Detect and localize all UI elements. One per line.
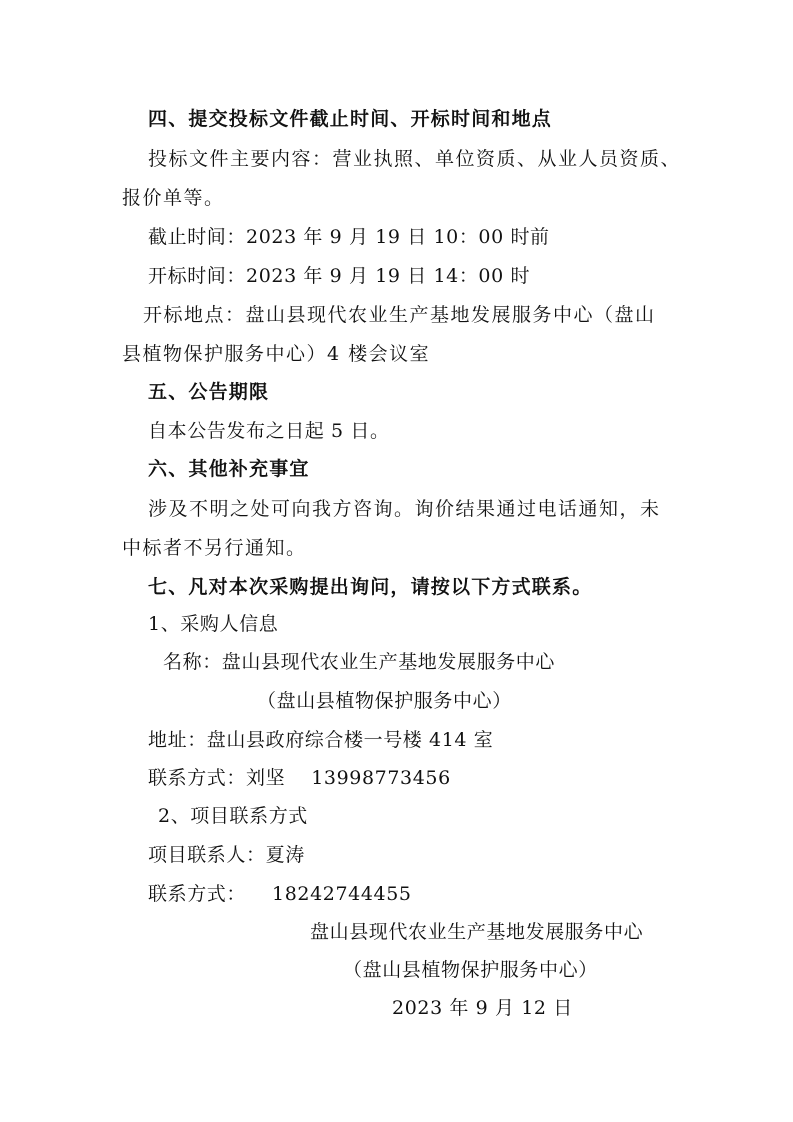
- section4-content-line1: 投标文件主要内容：营业执照、单位资质、从业人员资质、: [148, 148, 682, 170]
- location-line1: 开标地点：盘山县现代农业生产基地发展服务中心（盘山: [143, 304, 656, 326]
- location-line2: 县植物保护服务中心）4 楼会议室: [122, 343, 431, 365]
- project-contact-heading: 2、项目联系方式: [158, 805, 308, 827]
- signature-date: 2023 年 9 月 12 日: [392, 997, 573, 1019]
- purchaser-contact: [148, 766, 451, 790]
- project-contact-person: 项目联系人：夏涛: [148, 844, 305, 866]
- purchaser-heading: 1、采购人信息: [148, 613, 279, 635]
- deadline-text: 截止时间：2023 年 9 月 19 日 10：00 时前: [148, 226, 550, 248]
- signature-org-line1: 盘山县现代农业生产基地发展服务中心: [310, 921, 644, 943]
- purchaser-name-line1: 名称：盘山县现代农业生产基地发展服务中心: [163, 651, 556, 673]
- section7-heading: 七、凡对本次采购提出询问，请按以下方式联系。: [148, 576, 593, 598]
- section4-content-line2: 报价单等。: [122, 187, 225, 209]
- section6-content-line1: 涉及不明之处可向我方咨询。询价结果通过电话通知，未: [148, 498, 661, 520]
- signature-org-line2: （盘山县植物保护服务中心）: [343, 959, 598, 981]
- section6-heading: 六、其他补充事宜: [148, 458, 310, 480]
- project-contact-phone: 18242744455: [272, 883, 412, 905]
- purchaser-contact-phone: 13998773456: [311, 767, 451, 789]
- purchaser-contact-label: 联系方式：刘坚: [148, 767, 286, 789]
- purchaser-name-line2: （盘山县植物保护服务中心）: [257, 690, 512, 712]
- project-contact-label: 联系方式：: [148, 883, 247, 905]
- project-contact: [148, 882, 412, 906]
- section6-content-line2: 中标者不另行通知。: [122, 537, 307, 559]
- section4-heading: 四、提交投标文件截止时间、开标时间和地点: [148, 108, 553, 130]
- opening-time-text: 开标时间：2023 年 9 月 19 日 14：00 时: [148, 265, 531, 287]
- section5-heading: 五、公告期限: [148, 381, 270, 403]
- purchaser-address: 地址：盘山县政府综合楼一号楼 414 室: [148, 729, 494, 751]
- section5-content: 自本公告发布之日起 5 日。: [148, 420, 390, 442]
